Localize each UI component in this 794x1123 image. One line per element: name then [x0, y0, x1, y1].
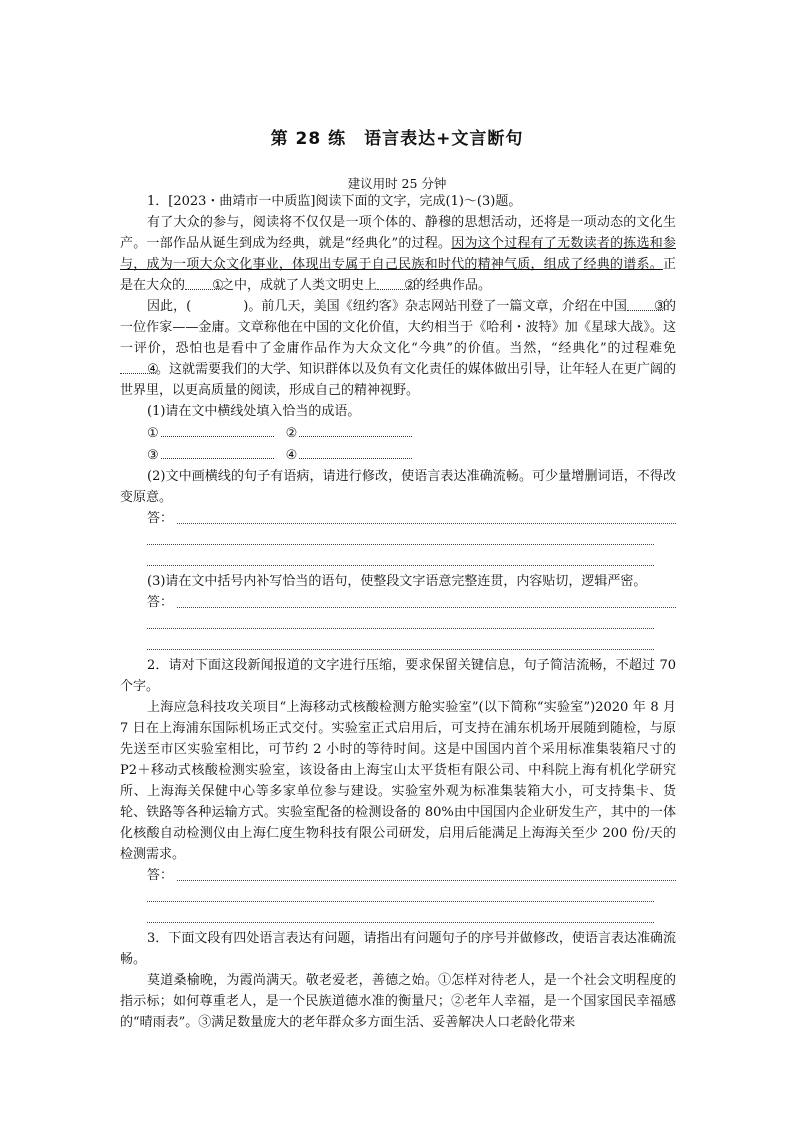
blank-2-marker: ②	[404, 278, 416, 293]
answer-line-row	[120, 529, 676, 550]
fill-item-4	[286, 444, 413, 466]
q1-underlined-sentence: 因为这个过程有了无数读者的拣选和参与，成为一项大众文化事业，体现出专属于自己民族和时代的精神气质，组成了经典的谱系。	[120, 236, 676, 272]
fill-item-3	[147, 444, 274, 466]
q1-sub-1: (1)请在文中横线处填入恰当的成语。	[147, 404, 361, 419]
page-title: 第 28 练 语言表达+文言断句	[270, 129, 524, 149]
answer-line[interactable]	[147, 553, 654, 566]
q1-stem: 1．[2023・曲靖市一中质监]阅读下面的文字，完成(1)～(3)题。	[147, 194, 522, 209]
answer-label: 答：	[147, 511, 174, 526]
blank-2	[377, 275, 416, 293]
q2-stem: 2．请对下面这段新闻报道的文字进行压缩，要求保留关键信息，句子简洁流畅，不超过 70 个字。	[120, 658, 676, 694]
fill-label-1: ①	[147, 426, 159, 441]
q3-stem: 3．下面文段有四处语言表达有问题，请指出有问题句子的序号并做修改，使语言表达准确流畅。	[120, 931, 676, 967]
fill-row-2	[120, 444, 676, 466]
q1-sub-3: (3)请在文中括号内补写恰当的语句，使整段文字语意完整连贯，内容贴切，逻辑严密。	[147, 574, 647, 589]
q1-p1-text-b: 正是在大众的	[120, 257, 676, 293]
q2-paragraph: 上海应急科技攻关项目“上海移动式核酸检测方舱实验室”(以下简称“实验室”)2020 年 8 月 7 日在上海浦东国际机场正式交付。实验室正式启用后，可支持在浦东机场开展随到随检，与原先送至市区实验室相比，可节约 2 小时的等待时间。这是中国国内首个采用标准集装箱尺寸的 P2＋移动式核酸检测实验室，该设备由上海宝山太平货柜有限公司、中科院上海有机化学研究所、上海海关保健中心等多家单位参与建设。实验室外观为标准集装箱大小，可支持集卡、货轮、铁路等各种运输方式。实验室配备的检测设备的 80%由中国国内企业研发生产，其中的一体化核酸自动检测仪由上海仁度生物科技有限公司研发，启用后能满足上海海关至少 200 份/天的检测需求。	[120, 700, 676, 862]
fill-line-2[interactable]	[299, 422, 412, 437]
answer-line-row	[120, 886, 676, 907]
answer-label: 答：	[147, 868, 174, 883]
fill-line-1[interactable]	[161, 422, 274, 437]
answer-line[interactable]	[147, 637, 654, 650]
answer-line[interactable]	[147, 910, 654, 923]
document-body	[120, 191, 676, 1033]
fill-label-2: ②	[285, 426, 298, 441]
answer-row	[120, 508, 676, 529]
answer-row	[120, 865, 676, 886]
blank-1-marker: ①	[212, 278, 224, 293]
fill-label-3: ③	[147, 448, 159, 463]
answer-line[interactable]	[177, 511, 676, 524]
blank-1	[185, 275, 224, 293]
blank-4-marker: ④	[147, 362, 159, 377]
suggested-time: 建议用时 25 分钟	[347, 176, 447, 191]
q1-p1-text-d: 的经典作品。	[413, 278, 492, 293]
q1-sub-2: (2)文中画横线的句子有语病，请进行修改，使语言表达准确流畅。可少量增删词语，不得改变原意。	[120, 469, 676, 505]
answer-line-row	[120, 907, 676, 928]
q1-p2-text-b: )。前几天，美国《纽约客》杂志网站刊登了一篇文章，介绍在中国	[243, 299, 627, 314]
fill-line-4[interactable]	[299, 444, 412, 459]
fill-item-2	[286, 422, 413, 444]
answer-label: 答：	[147, 595, 174, 610]
answer-line-row	[120, 634, 676, 655]
fill-label-4: ④	[285, 448, 298, 463]
q1-p2-text-a: 因此，(	[147, 299, 192, 314]
fill-line-3[interactable]	[161, 444, 274, 459]
answer-line[interactable]	[147, 616, 654, 629]
q1-paragraph-1	[120, 212, 676, 296]
q1-p1-text-a: 有了大众的参与，阅读将不仅仅是一项个体的、静穆的思想活动，还将是一项动态的文化生产。一部作品从诞生到成为经典，就是“经典化”的过程。	[120, 215, 676, 251]
answer-row	[120, 592, 676, 613]
answer-line[interactable]	[147, 889, 654, 902]
blank-3-marker: ③	[653, 299, 666, 314]
blank-4	[120, 359, 159, 377]
answer-line[interactable]	[177, 868, 676, 881]
q1-p2-text-d: 。这就需要我们的大学、知识群体以及负有文化责任的媒体做出引导，让年轻人在更广阔的世界里，以更高质量的阅读，形成自己的精神视野。	[120, 362, 677, 398]
answer-line[interactable]	[147, 532, 654, 545]
answer-line-row	[120, 613, 676, 634]
answer-line[interactable]	[177, 595, 676, 608]
q1-p1-text-c: 之中，成就了人类文明史上	[221, 278, 378, 293]
q3-paragraph: 莫道桑榆晚，为霞尚满天。敬老爱老，善德之始。①怎样对待老人，是一个社会文明程度的指示标；如何尊重老人，是一个民族道德水准的衡量尺；②老年人幸福，是一个国家国民幸福感的“晴雨表”。③满足数量庞大的老年群众多方面生活、妥善解决人口老龄化带来	[120, 973, 676, 1030]
fill-item-1	[147, 422, 274, 444]
answer-line-row	[120, 550, 676, 571]
blank-3	[627, 296, 666, 314]
q1-p2-text-c: 的一位作家——金庸。文章称他在中国的文化价值，大约相当于《哈利・波特》加《星球大战》。这一评价，恐怕也是看中了金庸作品作为大众文化“今典”的价值。当然，“经典化”的过程难免	[120, 299, 676, 356]
q1-paragraph-2	[120, 296, 676, 401]
fill-row-1	[120, 422, 676, 444]
